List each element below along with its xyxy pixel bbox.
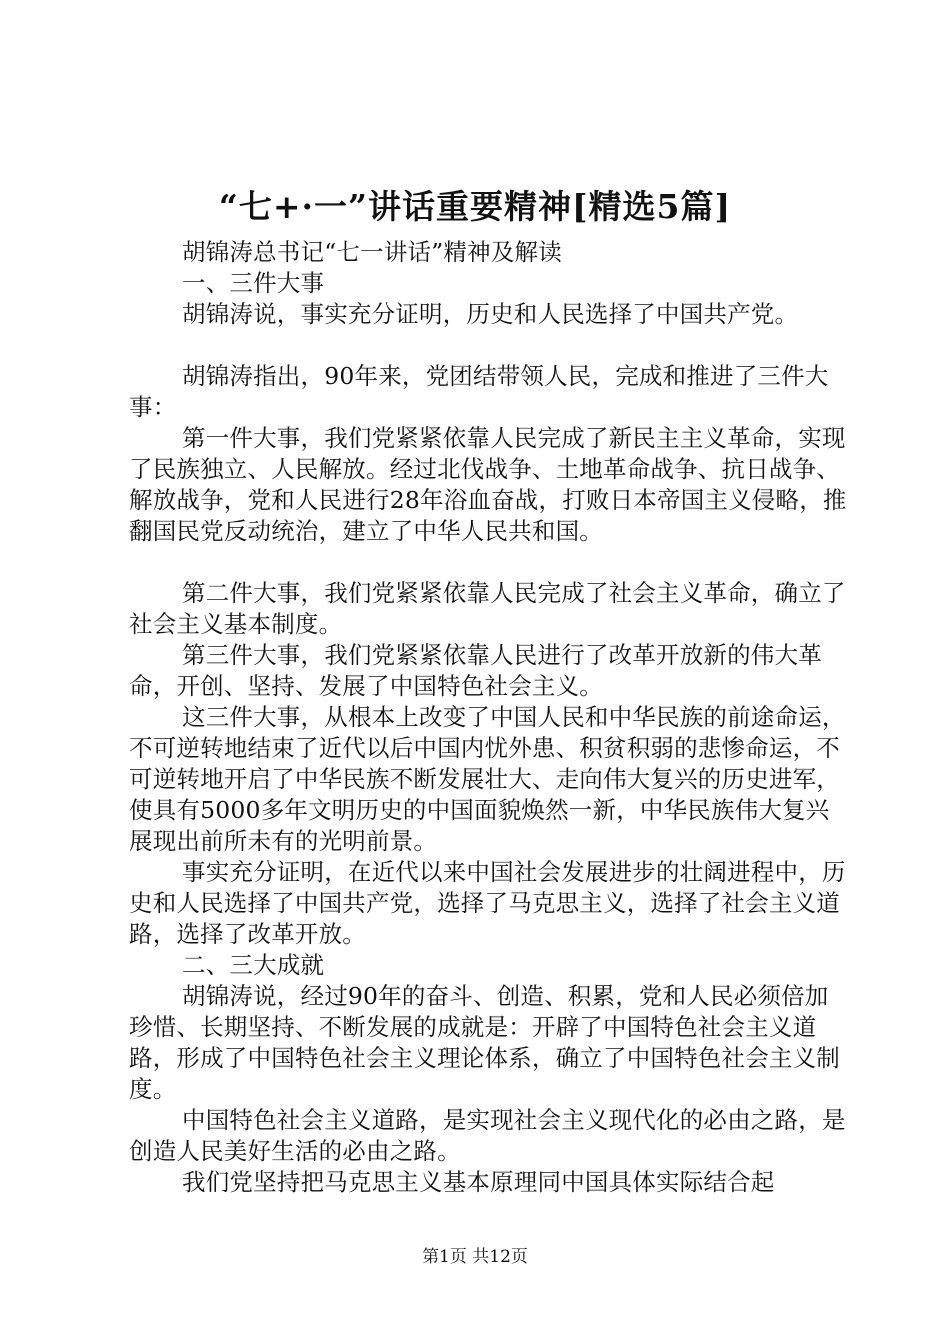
paragraph: 胡锦涛指出，90年来，党团结带领人民，完成和推进了三件大事： <box>129 362 829 421</box>
section-heading-1: 一、三件大事 <box>182 269 325 297</box>
document-body <box>129 237 849 1198</box>
paragraph: 中国特色社会主义道路，是实现社会主义现代化的必由之路，是创造人民美好生活的必由之路。 <box>129 1106 846 1165</box>
page-footer: 第1页 共12页 <box>422 1247 528 1267</box>
paragraph: 第二件大事，我们党紧紧依靠人民完成了社会主义革命，确立了社会主义基本制度。 <box>129 579 846 638</box>
paragraph: 我们党坚持把马克思主义基本原理同中国具体实际结合起 <box>182 1168 775 1196</box>
paragraph-subtitle: 胡锦涛总书记“七一讲话”精神及解读 <box>182 238 562 266</box>
paragraph: 第三件大事，我们党紧紧依靠人民进行了改革开放新的伟大革命，开创、坚持、发展了中国特色社会主义。 <box>129 641 822 700</box>
paragraph: 胡锦涛说，经过90年的奋斗、创造、积累，党和人民必须倍加珍惜、长期坚持、不断发展的成就是：开辟了中国特色社会主义道路，形成了中国特色社会主义理论体系，确立了中国特色社会主义制度。 <box>129 982 840 1103</box>
paragraph: 这三件大事，从根本上改变了中国人民和中华民族的前途命运，不可逆转地结束了近代以后中国内忧外患、积贫积弱的悲惨命运，不可逆转地开启了中华民族不断发展壮大、走向伟大复兴的历史进军，使具有5000多年文明历史的中国面貌焕然一新，中华民族伟大复兴展现出前所未有的光明前景。 <box>129 703 846 855</box>
document-title: “七+·一”讲话重要精神[精选5篇] <box>218 187 732 226</box>
section-heading-2: 二、三大成就 <box>182 951 325 979</box>
paragraph: 事实充分证明，在近代以来中国社会发展进步的壮阔进程中，历史和人民选择了中国共产党，选择了马克思主义，选择了社会主义道路，选择了改革开放。 <box>129 858 846 948</box>
paragraph: 胡锦涛说，事实充分证明，历史和人民选择了中国共产党。 <box>182 300 799 328</box>
paragraph: 第一件大事，我们党紧紧依靠人民完成了新民主主义革命，实现了民族独立、人民解放。经过北伐战争、土地革命战争、抗日战争、解放战争，党和人民进行28年浴血奋战，打败日本帝国主义侵略，推翻国民党反动统治，建立了中华人民共和国。 <box>129 424 847 545</box>
